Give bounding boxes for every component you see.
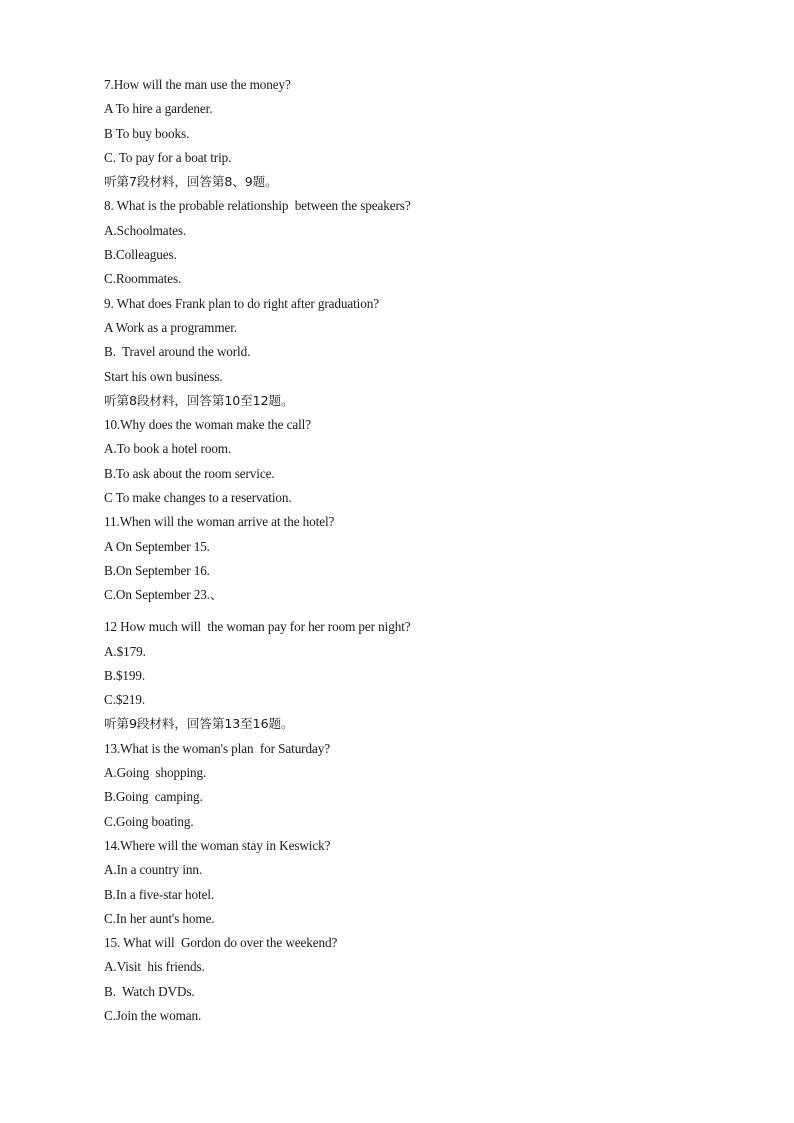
answer-option: A.To book a hotel room.: [104, 441, 232, 457]
answer-option: C.In her aunt's home.: [104, 910, 215, 926]
answer-option: B.On September 16.: [104, 562, 210, 578]
answer-option: A.Visit his friends.: [104, 959, 205, 975]
answer-option: C.Going boating.: [104, 813, 194, 829]
answer-option: B.To ask about the room service.: [104, 465, 275, 481]
question-text: 15. What will Gordon do over the weekend?: [104, 935, 338, 951]
answer-option: A To hire a gardener.: [104, 101, 213, 117]
answer-option: A On September 15.: [104, 538, 210, 554]
question-text: 13.What is the woman's plan for Saturday?: [104, 740, 330, 756]
answer-option: A.Schoolmates.: [104, 222, 187, 238]
answer-option: C.Roommates.: [104, 271, 182, 287]
answer-option: A Work as a programmer.: [104, 319, 237, 335]
question-text: 10.Why does the woman make the call?: [104, 417, 311, 433]
answer-option: B.$199.: [104, 667, 146, 683]
question-text: 7.How will the man use the money?: [104, 77, 291, 92]
answer-option: A.Going shopping.: [104, 765, 207, 781]
answer-option: B. Watch DVDs.: [104, 983, 195, 999]
answer-option: B.Going camping.: [104, 789, 203, 805]
exam-text-body: [104, 75, 704, 1030]
answer-option: A.In a country inn.: [104, 862, 203, 878]
answer-option: Start his own business.: [104, 368, 223, 384]
section-instruction: 听第8段材料，回答第10至12题。: [104, 392, 294, 408]
answer-option: B To buy books.: [104, 125, 190, 141]
question-text: 12 How much will the woman pay for her room per night?: [104, 619, 411, 635]
answer-option: C.On September 23.、: [104, 587, 223, 603]
answer-option: C.$219.: [104, 692, 146, 708]
section-instruction: 听第7段材料，回答第8、9题。: [104, 174, 278, 190]
question-text: 8. What is the probable relationship between the speakers?: [104, 198, 411, 214]
question-text: 9. What does Frank plan to do right after graduation?: [104, 295, 379, 311]
answer-option: B. Travel around the world.: [104, 344, 251, 360]
section-instruction: 听第9段材料，回答第13至16题。: [104, 716, 294, 732]
answer-option: B.Colleagues.: [104, 247, 177, 263]
answer-option: C.Join the woman.: [104, 1007, 202, 1023]
answer-option: C To make changes to a reservation.: [104, 490, 292, 506]
answer-option: C. To pay for a boat trip.: [104, 149, 232, 165]
answer-option: B.In a five-star hotel.: [104, 886, 215, 902]
answer-option: A.$179.: [104, 643, 146, 659]
question-text: 14.Where will the woman stay in Keswick?: [104, 837, 331, 853]
question-text: 11.When will the woman arrive at the hotel?: [104, 514, 335, 530]
